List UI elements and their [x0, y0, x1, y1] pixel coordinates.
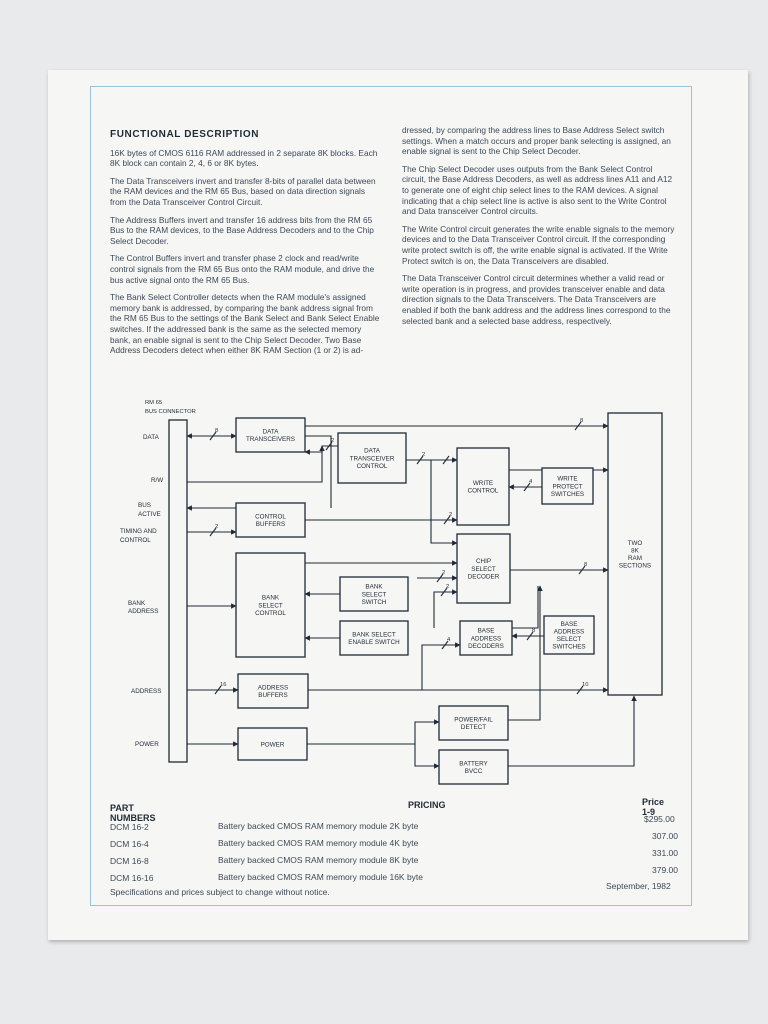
paragraph: The Bank Select Controller detects when the RAM module's assigned memory bank is addressed, by comparing the bank address signal from the RM 65 Bus to the settings of the Bank Select and Bank Select Enable switches. If the addressed bank is the same as the selected memory bank, an enable signal is sent to the Chip Select Decoder. Two Base Address Decoders detect when either 8K RAM Section (1 or 2) is ad-: [110, 292, 380, 356]
chip-select-decoder-label: SELECT: [471, 565, 496, 573]
data-out-bus-width: 8: [580, 418, 584, 424]
power-fail-detect-label: POWER/FAIL: [454, 716, 493, 724]
address-buffers-label: ADDRESS: [257, 684, 289, 692]
paragraph: The Data Transceiver Control circuit determines whether a valid read or write operation is in progress, and provides transceiver enable and data direction signals to the Data Transceivers. The Data Transceivers are enabled if both the bank address and the address lines correspond to the selected bank and a selected base address, respectively.: [402, 273, 671, 326]
addr-16-bus-width: 16: [220, 682, 227, 688]
csd-feedback: [431, 460, 457, 543]
write-protect-switches-label: SWITCHES: [550, 490, 585, 498]
base-address-decoders-label: ADDRESS: [470, 635, 502, 643]
data-transceivers-label: TRANSCEIVERS: [246, 436, 295, 444]
signal-power-label: POWER: [135, 741, 159, 748]
paragraph: dressed, by comparing the address lines to Base Address Select switch settings. When a match occurs and proper bank selecting is assigned, an enable signal is sent to the Chip Select Decoder.: [402, 125, 671, 157]
dtc-2a-bus-width: 2: [331, 438, 335, 444]
paragraph: The Chip Select Decoder uses outputs from the Bank Select Control circuit, the Base Address Decoders, as well as address lines A11 and A12 to generate one of eight chip select lines to the RAM devices. A signal indicating that a chip select line is active is also sent to the Write Control and Data transceiver Control circuits.: [402, 163, 673, 217]
write-protect-switches-label: WRITE: [557, 475, 578, 483]
pricing-header: PRICING: [408, 800, 446, 810]
signal-timing-label: CONTROL: [120, 537, 151, 544]
address-buffers-label: BUFFERS: [258, 692, 288, 700]
paragraph: The Control Buffers invert and transfer phase 2 clock and read/write control signals from the RM 65 Bus onto the RAM module, and drive the bus active signal onto the RM 65 Bus.: [110, 253, 375, 285]
battery-to-ram: [508, 696, 634, 766]
bank-select-switch-label: BANK: [365, 583, 383, 591]
two-8k-ram-sections-label: SECTIONS: [618, 562, 652, 570]
base-address-select-switches-label: SWITCHES: [552, 643, 586, 651]
signal-rw-label: R/W: [151, 477, 164, 484]
bank-select-control-label: CONTROL: [255, 609, 286, 617]
two-8k-ram-sections-label: 8K: [631, 547, 639, 555]
bank-select-switch-label: SWITCH: [361, 598, 387, 606]
chip-select-decoder-label: CHIP: [475, 558, 492, 566]
part-price: 379.00: [652, 865, 678, 875]
part-price: 331.00: [652, 848, 678, 858]
power-label: POWER: [260, 741, 285, 749]
data-transceiver-control-label: DATA: [364, 447, 380, 455]
addr-to-bad: [422, 645, 460, 690]
pricing-date: September, 1982: [606, 881, 671, 891]
chip-select-decoder-label: DECODER: [467, 573, 500, 581]
bank-select-switch-label: SELECT: [361, 591, 387, 599]
part-number: DCM 16-4: [110, 839, 149, 849]
bank-select-control-label: SELECT: [258, 602, 283, 610]
two-8k-ram-sections-label: RAM: [628, 555, 642, 563]
paragraph: 16K bytes of CMOS 6116 RAM addressed in 2 separate 8K blocks. Each 8K block can contain 2, 4, 6 or 8K bytes.: [110, 147, 378, 169]
csd-to-bad: [512, 586, 538, 628]
pfd-to-ram: [508, 586, 540, 720]
signal-timing-label: TIMING AND: [120, 528, 157, 535]
part-price: 307.00: [652, 831, 678, 841]
power-to-battery: [415, 744, 439, 766]
price-header: Price 1-9: [642, 797, 665, 817]
bank-select-control-label: BANK: [261, 594, 280, 602]
bus-connector-block: [169, 420, 187, 762]
dtc-2b-bus-width: 2: [422, 452, 426, 458]
data-transceiver-control-label: CONTROL: [356, 462, 388, 470]
bus-connector-label: RM 65: [145, 400, 163, 406]
signal-bank-address-label: ADDRESS: [128, 608, 159, 615]
part-price: $295.00: [644, 814, 675, 824]
data-transceiver-control-label: TRANSCEIVER: [349, 455, 395, 463]
signal-bank-address-label: BANK: [128, 600, 146, 607]
paragraph: The Data Transceivers invert and transfer 8-bits of parallel data between the RAM devices and the RM 65 Bus, based on data direction signals from the Data Transceiver Control Circuit.: [110, 175, 376, 207]
power-to-pfd: [307, 722, 439, 744]
signal-bus-active-label: BUS: [138, 502, 151, 509]
signal-address-label: ADDRESS: [131, 688, 162, 695]
timing-bus-width: 2: [215, 524, 219, 530]
bank-select-enable-switch-label: ENABLE SWITCH: [348, 639, 400, 647]
write-protect-switches-label: PROTECT: [552, 483, 583, 491]
data-transceivers-label: DATA: [262, 428, 279, 436]
part-description: Battery backed CMOS RAM memory module 4K byte: [218, 838, 419, 848]
part-description: Battery backed CMOS RAM memory module 8K byte: [218, 855, 419, 865]
paragraph: The Address Buffers invert and transfer 16 address bits from the RM 65 Bus to the RAM devices, to the Base Address Decoders and to the Chip Select Decoder.: [110, 214, 374, 246]
part-number: DCM 16-16: [110, 873, 154, 883]
wpsw-bus-width: 4: [529, 479, 533, 485]
part-numbers-header: PART NUMBERS: [110, 803, 156, 823]
csd-2a-bus-width: 2: [442, 570, 446, 576]
power-fail-detect-label: DETECT: [460, 724, 487, 732]
battery-bvcc-label: BATTERY: [459, 760, 488, 768]
base-address-select-switches-label: ADDRESS: [553, 628, 585, 636]
bad-to-csd: [434, 592, 457, 628]
base-address-decoders-label: BASE: [477, 627, 495, 635]
base-address-select-switches-label: BASE: [560, 620, 578, 628]
two-8k-ram-sections-label: TWO: [627, 539, 643, 547]
dtc-feed: [305, 436, 331, 508]
write-control-label: CONTROL: [467, 487, 499, 495]
control-buffers-label: CONTROL: [255, 513, 286, 521]
csd-2b-bus-width: 2: [446, 584, 450, 590]
signal-bus-active-label: ACTIVE: [138, 511, 161, 518]
cb-bus-width: 2: [449, 512, 453, 518]
part-number: DCM 16-8: [110, 856, 149, 866]
bad-bus-width: 4: [447, 637, 451, 643]
bank-select-enable-switch-label: BANK SELECT: [352, 631, 396, 639]
csd-8-bus-width: 8: [584, 562, 588, 568]
part-description: Battery backed CMOS RAM memory module 16K byte: [218, 872, 424, 882]
base-address-decoders-label: DECODERS: [468, 642, 504, 650]
bass-bus-width: 8: [532, 628, 536, 634]
base-address-select-switches-label: SELECT: [556, 636, 582, 644]
bus-connector-label: BUS CONNECTOR: [145, 409, 196, 415]
part-description: Battery backed CMOS RAM memory module 2K byte: [218, 821, 419, 831]
part-number: DCM 16-2: [110, 822, 149, 832]
section-title: FUNCTIONAL DESCRIPTION: [110, 129, 260, 140]
write-control-label: WRITE: [472, 480, 494, 487]
pricing-footnote: Specifications and prices subject to change without notice.: [110, 887, 330, 897]
control-buffers-label: BUFFERS: [255, 521, 286, 529]
addr-10-bus-width: 10: [582, 682, 589, 688]
battery-bvcc-label: BVCC: [464, 768, 483, 776]
paragraph: The Write Control circuit generates the write enable signals to the memory devices and to the Data Transceiver Control circuit. If the corresponding write protect switch is off, the write enable signal is activated. If the Write Protect switch is on, the Data Transceivers are disabled.: [402, 223, 675, 266]
data-in-bus-width: 8: [215, 428, 219, 434]
signal-data-label: DATA: [143, 434, 159, 441]
